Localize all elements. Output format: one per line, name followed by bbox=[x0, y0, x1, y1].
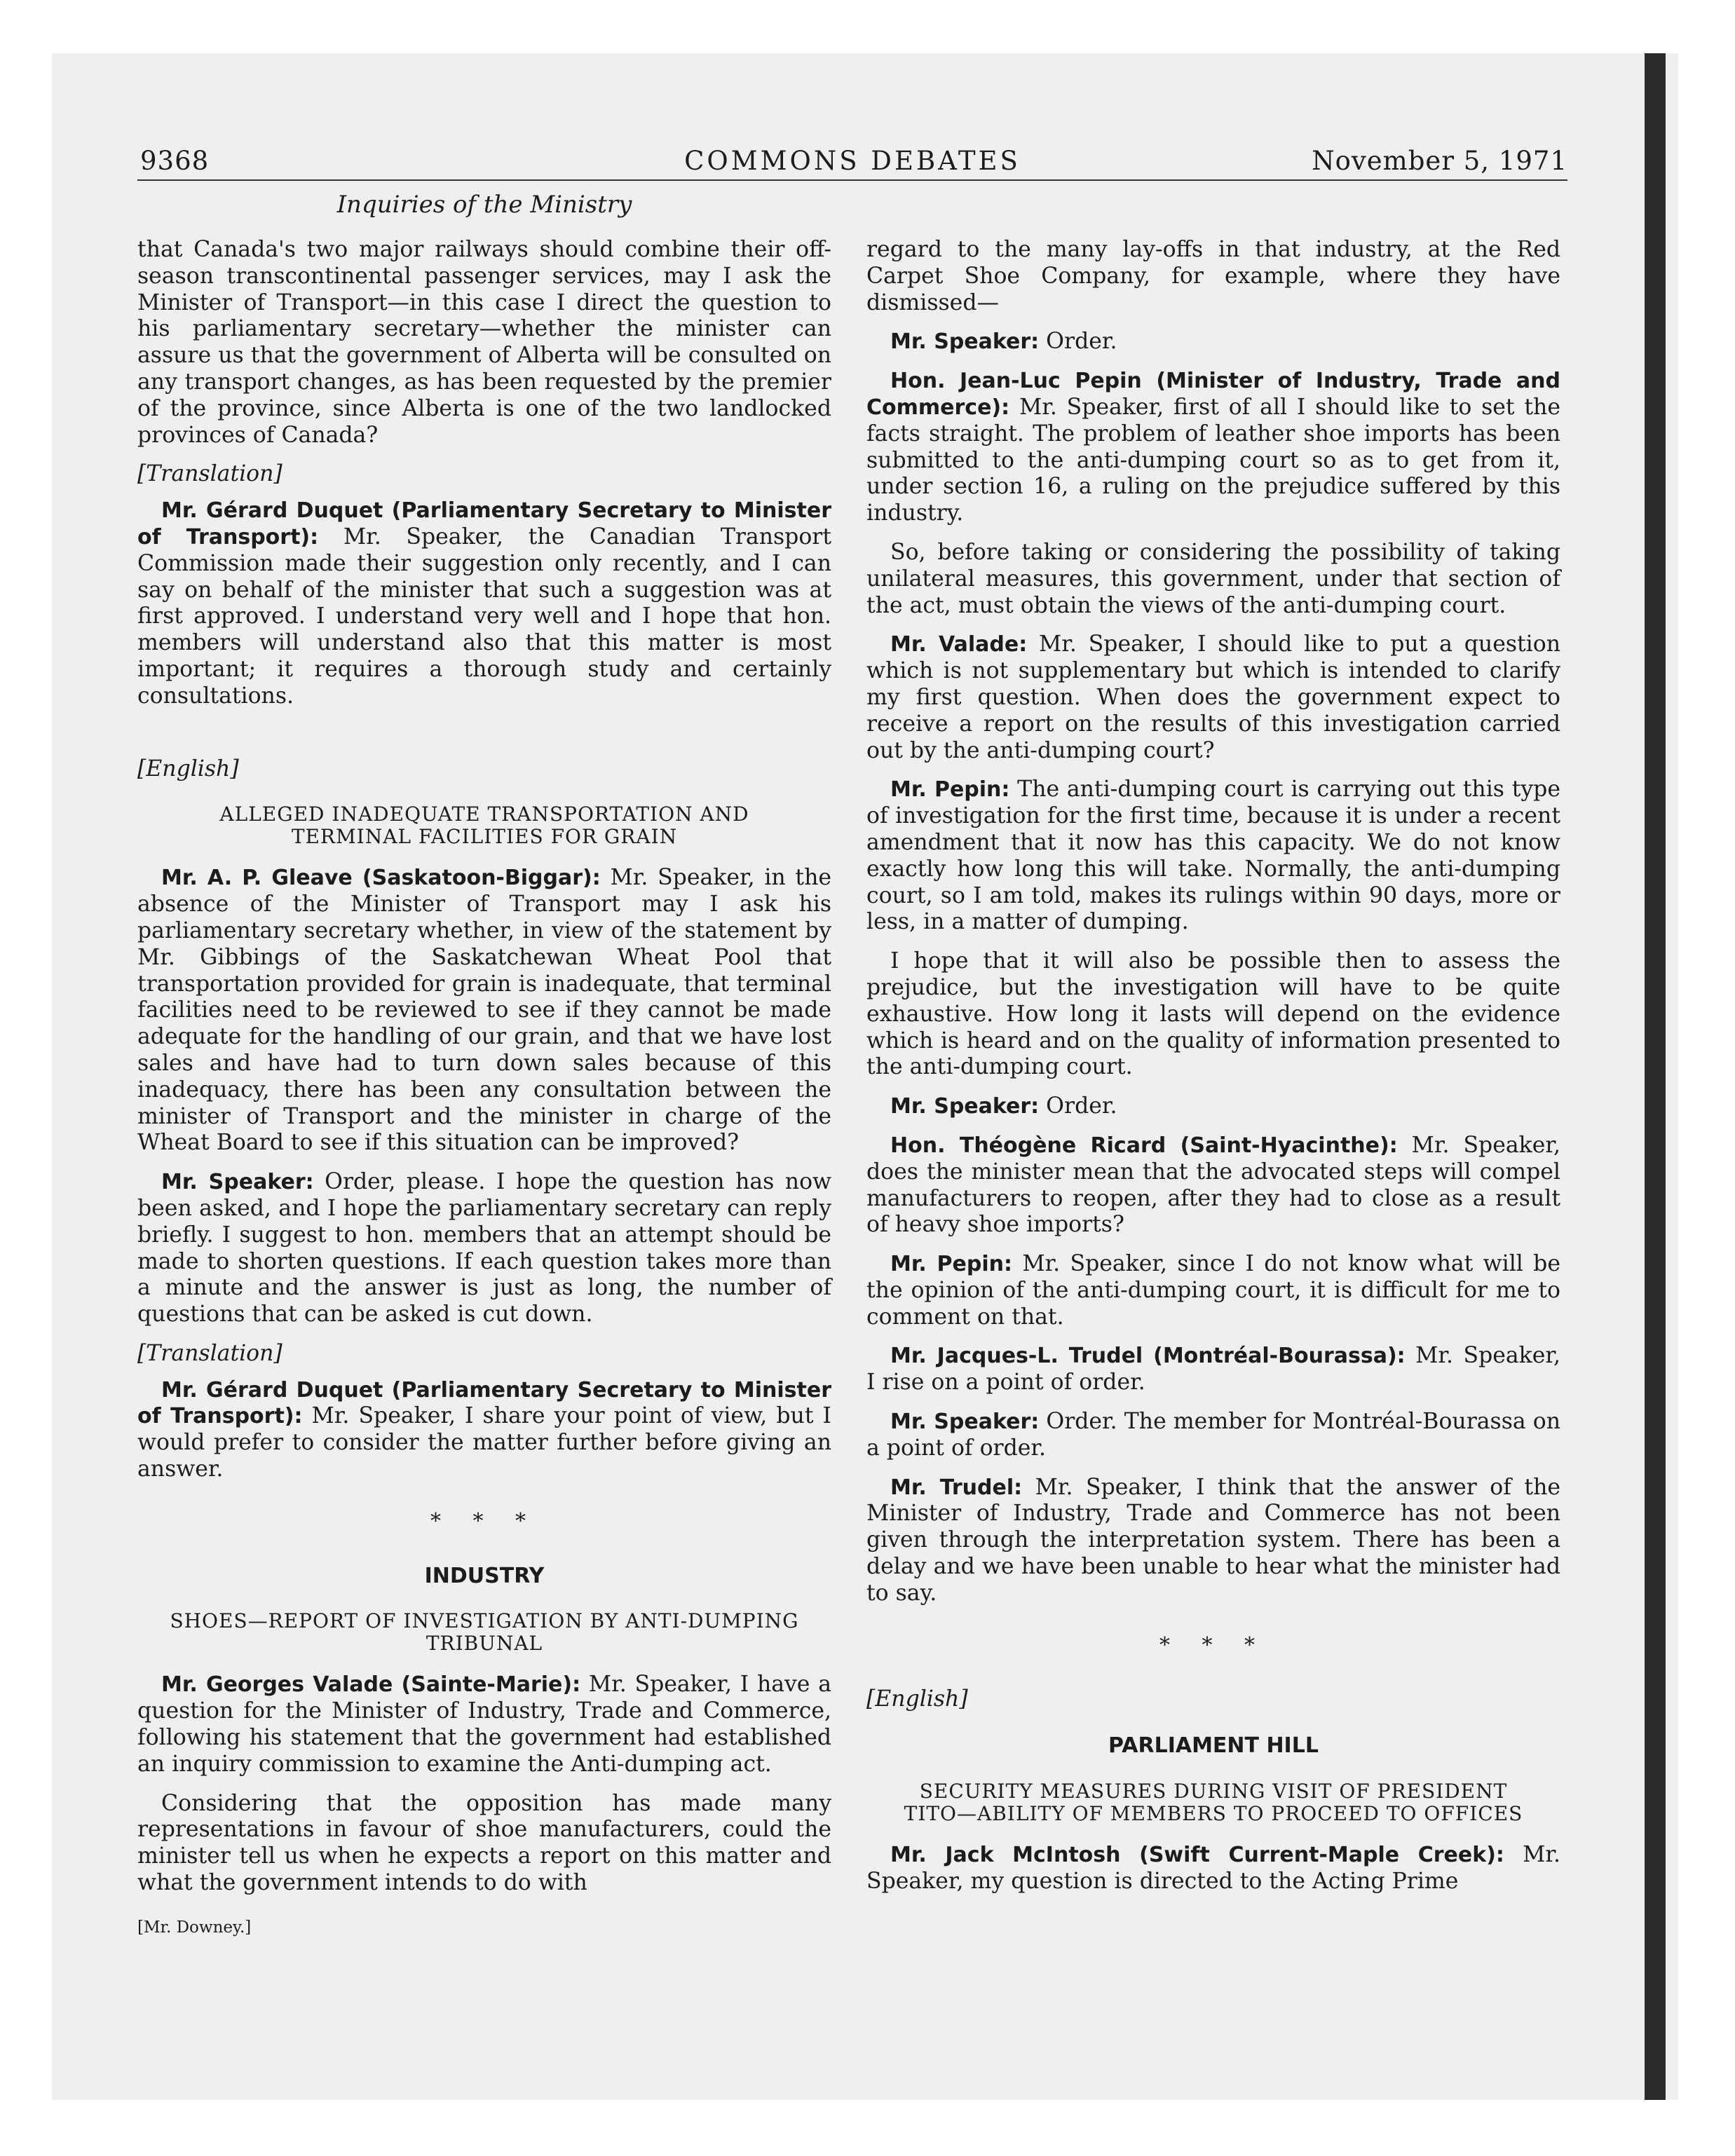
right-column bbox=[866, 237, 1560, 1908]
page-date: November 5, 1971 bbox=[1312, 146, 1567, 176]
paragraph: that Canada's two major railways should combine their off-season transcontinental passenger services, may I ask the Minister of Transport—in this case I direct the question to his parliamentary secretary—whether the minister can assure us that the government of Alberta will be consulted on any transport changes, as has been requested by the premier of the province, since Alberta is one of the two landlocked provinces of Canada? bbox=[137, 237, 831, 448]
speech-text: Mr. Speaker, I have a question for the Minister of Industry, Trade and Commerce, following his statement that the government had established an inquiry commission to examine the Anti-dumping act. bbox=[137, 1672, 831, 1777]
speech-text: Order. bbox=[1039, 1093, 1117, 1119]
speech-text: Mr. Speaker, the Canadian Transport Commission made their suggestion only recently, and I can say on behalf of the minister that such a suggestion was at first approved. I understand very well and I hope that hon. members will understand also that this matter is most important; it requires a thorough study and certainly consultations. bbox=[137, 524, 832, 709]
speech-text: Order, please. I hope the question has now been asked, and I hope the parliamentary secretary can reply briefly. I suggest to hon. members that an attempt should be made to shorten questions. If each question takes more than a minute and the answer is just as long, the number of questions that can be asked is cut down. bbox=[137, 1169, 831, 1328]
speech-text: Mr. Speaker, since I do not know what will be the opinion of the anti-dumping court, it is difficult for me to comment on that. bbox=[866, 1251, 1560, 1330]
paragraph bbox=[866, 1251, 1560, 1330]
page-number: 9368 bbox=[140, 146, 210, 176]
paragraph bbox=[866, 1842, 1560, 1895]
subsection-heading: SECURITY MEASURES DURING VISIT OF PRESIDENT TITO—ABILITY OF MEMBERS TO PROCEED TO OFFICES bbox=[904, 1780, 1523, 1826]
paragraph bbox=[866, 1409, 1560, 1462]
speaker-name: Mr. Speaker: bbox=[161, 1170, 314, 1195]
language-tag: [English] bbox=[137, 756, 239, 782]
paragraph bbox=[866, 329, 1560, 355]
page-header bbox=[137, 144, 1567, 181]
speaker-name: Mr. Trudel: bbox=[890, 1475, 1023, 1500]
language-tag: [English] bbox=[866, 1686, 968, 1712]
paragraph bbox=[866, 1093, 1560, 1120]
speaker-name: Mr. Georges Valade (Sainte-Marie): bbox=[161, 1672, 581, 1698]
speaker-name: Mr. Pepin: bbox=[890, 1252, 1012, 1277]
speaker-name: Mr. Jack McIntosh (Swift Current-Maple Creek): bbox=[890, 1843, 1504, 1868]
speaker-name: Mr. Valade: bbox=[890, 632, 1028, 657]
subsection-heading: ALLEGED INADEQUATE TRANSPORTATION AND TERMINAL FACILITIES FOR GRAIN bbox=[219, 803, 749, 849]
left-column bbox=[137, 237, 831, 1942]
running-subheading: Inquiries of the Ministry bbox=[336, 191, 632, 219]
paragraph bbox=[866, 368, 1560, 527]
paragraph bbox=[866, 1133, 1560, 1239]
speaker-name: Mr. A. P. Gleave (Saskatoon-Biggar): bbox=[161, 866, 601, 891]
language-tag: [Translation] bbox=[137, 461, 283, 487]
speech-text: The anti-dumping court is carrying out this type of investigation for the first time, because it is under a recent amendment that it now has this capacity. We do not know exactly how long this will take. Normally, the anti-dumping court, so I am told, makes its rulings within 90 days, more or less, in a matter of dumping. bbox=[866, 777, 1560, 935]
speaker-name: Hon. Théogène Ricard (Saint-Hyacinthe): bbox=[890, 1133, 1398, 1158]
speaker-name: Mr. Pepin: bbox=[890, 777, 1010, 803]
speaker-name: Mr. Speaker: bbox=[890, 1094, 1040, 1119]
paragraph bbox=[866, 632, 1560, 764]
paragraph: I hope that it will also be possible then to assess the prejudice, but the investigation will have to be quite exhaustive. How long it lasts will depend on the evidence which is heard and on the quality of information presented to the anti-dumping court. bbox=[866, 948, 1560, 1080]
paragraph: Considering that the opposition has made many representations in favour of shoe manufacturers, could the minister tell us when he expects a report on this matter and what the government intends to do with bbox=[137, 1790, 831, 1896]
section-separator: * * * bbox=[430, 1508, 539, 1534]
paragraph: regard to the many lay-offs in that industry, at the Red Carpet Shoe Company, for example, where they have dismissed— bbox=[866, 237, 1560, 315]
speech-text: Mr. Speaker, I should like to put a question which is not supplementary but which is intended to clarify my first question. When does the government expect to receive a report on the results of this investigation carried out by the anti-dumping court? bbox=[866, 632, 1560, 763]
speech-text: Mr. Speaker, I share your point of view, but I would prefer to consider the matter further before giving an answer. bbox=[137, 1403, 831, 1482]
paragraph bbox=[866, 1475, 1560, 1607]
speaker-name: Mr. Gérard Duquet (Parliamentary Secretary to Minister of Transport): bbox=[137, 1377, 831, 1429]
section-separator: * * * bbox=[1159, 1632, 1268, 1658]
speech-text: Mr. Speaker, first of all I should like to set the facts straight. The problem of leather shoe imports has been submitted to the anti-dumping court so as to get from it, under section 16, a ruling on the prejudice suffered by this industry. bbox=[866, 394, 1560, 526]
speech-text: Mr. Speaker, does the minister mean that the advocated steps will compel manufacturers to reopen, after they had to close as a result of heavy shoe imports? bbox=[866, 1132, 1560, 1238]
speaker-name: Mr. Speaker: bbox=[890, 329, 1040, 355]
speaker-name: Mr. Jacques-L. Trudel (Montréal-Bourassa): bbox=[890, 1344, 1406, 1369]
section-heading: PARLIAMENT HILL bbox=[1108, 1733, 1319, 1759]
paragraph: So, before taking or considering the possibility of taking unilateral measures, this government, under that section of the act, must obtain the views of the anti-dumping court. bbox=[866, 539, 1560, 618]
speech-text: Mr. Speaker, I think that the answer of the Minister of Industry, Trade and Commerce has not been given through the interpretation system. There has been a delay and we have been unable to hear what the minister had to say. bbox=[866, 1474, 1560, 1606]
paragraph bbox=[137, 1377, 831, 1483]
speech-text: Order. The member for Montréal-Bourassa on a point of order. bbox=[866, 1409, 1561, 1461]
footnote: [Mr. Downey.] bbox=[137, 1918, 252, 1937]
speaker-name: Mr. Gérard Duquet (Parliamentary Secretary to Minister of Transport): bbox=[137, 498, 831, 550]
speech-text: Order. bbox=[1039, 329, 1117, 355]
paragraph bbox=[137, 1169, 831, 1328]
section-heading: INDUSTRY bbox=[424, 1563, 545, 1588]
paragraph bbox=[866, 1343, 1560, 1396]
speech-text: Mr. Speaker, in the absence of the Minister of Transport may I ask his parliamentary secretary whether, in view of the statement by Mr. Gibbings of the Saskatchewan Wheat Pool that transportation provided for grain is inadequate, that terminal facilities need to be reviewed to see if they cannot be made adequate for the handling of our grain, and that we have lost sales and have had to turn down sales because of this inadequacy, there has been any consultation between the minister of Transport and the minister in charge of the Wheat Board to see if this situation can be improved? bbox=[137, 865, 832, 1156]
speech-text: Mr. Speaker, my question is directed to the Acting Prime bbox=[866, 1842, 1560, 1894]
speech-text: Mr. Speaker, I rise on a point of order. bbox=[866, 1343, 1560, 1396]
scan-edge bbox=[1645, 53, 1666, 2100]
subsection-heading: SHOES—REPORT OF INVESTIGATION BY ANTI-DUMPING TRIBUNAL bbox=[170, 1609, 799, 1656]
publication-title: COMMONS DEBATES bbox=[684, 146, 1021, 176]
paragraph bbox=[137, 865, 831, 1157]
paragraph bbox=[866, 777, 1560, 936]
speaker-name: Mr. Speaker: bbox=[890, 1410, 1040, 1435]
language-tag: [Translation] bbox=[137, 1340, 283, 1366]
paragraph bbox=[137, 1672, 831, 1778]
speaker-name: Hon. Jean-Luc Pepin (Minister of Industry, Trade and Commerce): bbox=[866, 369, 1560, 420]
paragraph bbox=[137, 498, 831, 709]
